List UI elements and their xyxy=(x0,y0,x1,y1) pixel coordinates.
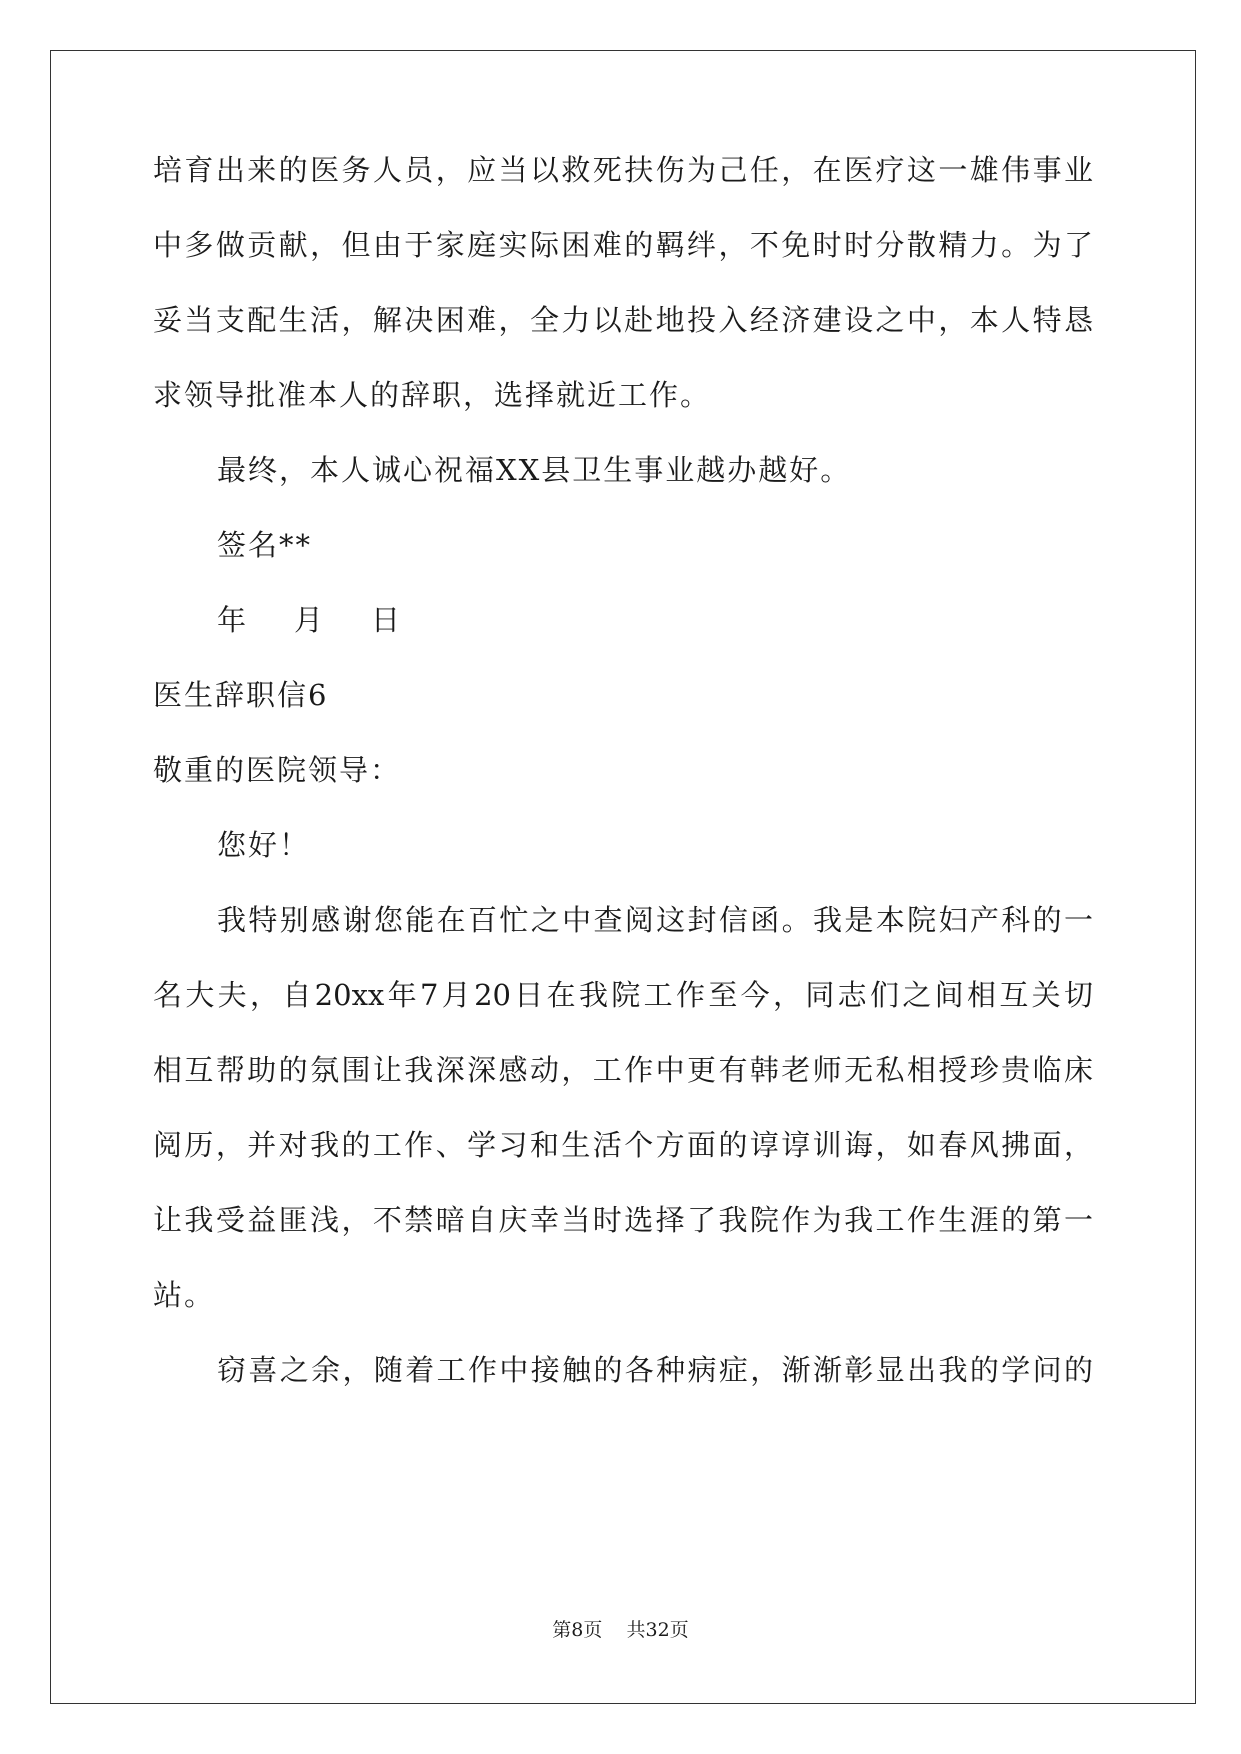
date-line xyxy=(217,600,400,640)
body-line: 名大夫，自20xx年7月20日在我院工作至今，同志们之间相互关切 xyxy=(153,978,1093,1012)
page-number: 第8页 共32页 xyxy=(552,1619,689,1641)
body-line: 培育出来的医务人员，应当以救死扶伤为己任，在医疗这一雄伟事业 xyxy=(153,153,1093,187)
date-month: 月 xyxy=(294,603,324,637)
date-year: 年 xyxy=(217,603,247,637)
body-line: 让我受益匪浅，不禁暗自庆幸当时选择了我院作为我工作生涯的第一 xyxy=(153,1203,1093,1237)
body-line: 窃喜之余，随着工作中接触的各种病症，渐渐彰显出我的学问的 xyxy=(217,1353,1093,1387)
date-day: 日 xyxy=(371,603,401,637)
body-line: 阅历，并对我的工作、学习和生活个方面的谆谆训诲，如春风拂面， xyxy=(153,1128,1093,1162)
page-border xyxy=(50,50,1196,1704)
body-line: 中多做贡献，但由于家庭实际困难的羁绊，不免时时分散精力。为了 xyxy=(153,228,1093,262)
body-line: 我特别感谢您能在百忙之中查阅这封信函。我是本院妇产科的一 xyxy=(217,903,1093,937)
body-line: 求领导批准本人的辞职，选择就近工作。 xyxy=(153,378,712,412)
salutation: 敬重的医院领导： xyxy=(153,753,402,787)
body-line: 妥当支配生活，解决困难，全力以赴地投入经济建设之中，本人特恳 xyxy=(153,303,1093,337)
signature: 签名** xyxy=(217,528,313,562)
body-line: 站。 xyxy=(153,1278,216,1312)
closing-wish: 最终，本人诚心祝福XX县卫生事业越办越好。 xyxy=(217,453,852,487)
greeting: 您好！ xyxy=(217,828,311,862)
letter-title: 医生辞职信6 xyxy=(153,678,329,712)
body-line: 相互帮助的氛围让我深深感动，工作中更有韩老师无私相授珍贵临床 xyxy=(153,1053,1093,1087)
